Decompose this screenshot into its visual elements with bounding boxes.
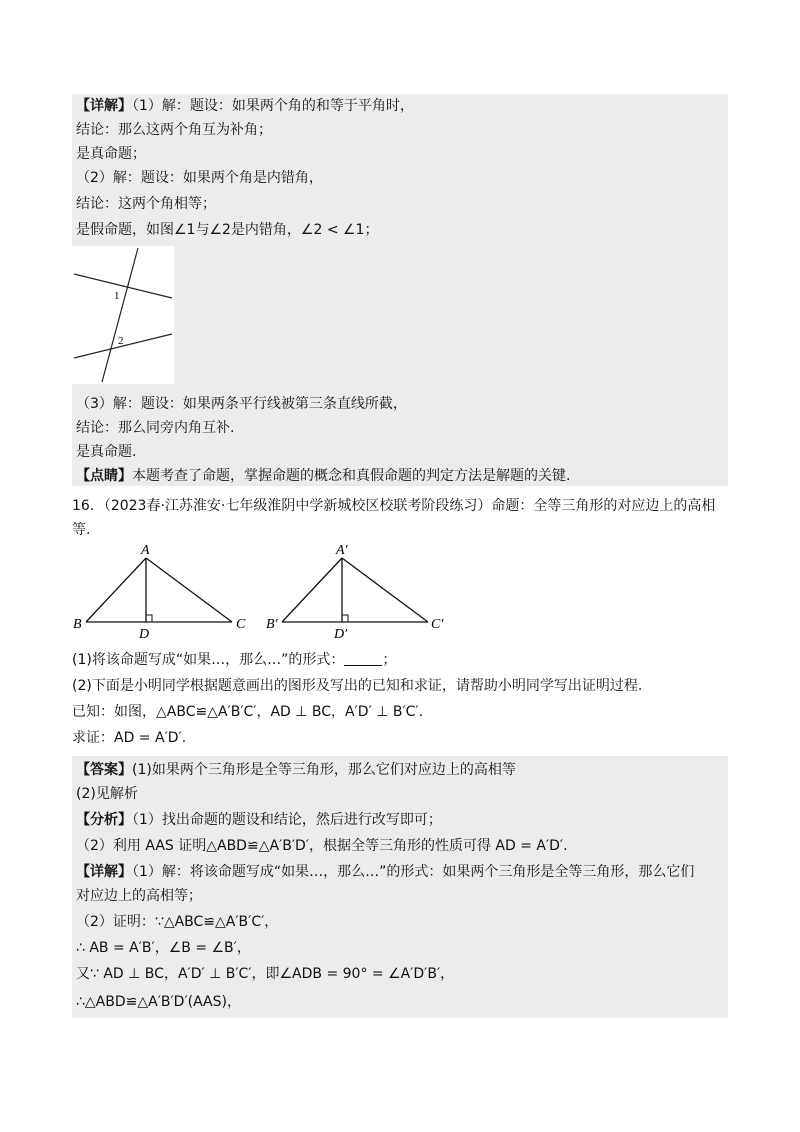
detail-line-5: 结论：这两个角相等； bbox=[76, 196, 216, 212]
question-16-prove: 求证：AD = A′D′. bbox=[72, 730, 187, 746]
detail2-line-4: ∴ AB = A′B′，∠B = ∠B′， bbox=[76, 940, 251, 956]
question-16-known: 已知：如图，△ABC≌△A′B′C′，AD ⊥ BC，A′D′ ⊥ B′C′. bbox=[72, 704, 424, 720]
detail-line-9: 是真命题. bbox=[76, 444, 137, 460]
answer-tag: 【答案】 bbox=[76, 762, 132, 778]
comment-text: 本题考查了命题，掌握命题的概念和真假命题的判定方法是解题的关键. bbox=[132, 468, 571, 484]
analysis-tag: 【分析】 bbox=[76, 812, 132, 828]
vertex-B-prime: B′ bbox=[266, 617, 278, 632]
answer-line-1 bbox=[76, 760, 516, 780]
detail-tag: 【详解】 bbox=[76, 98, 132, 114]
angle-label-1: 1 bbox=[114, 290, 120, 302]
vertex-B: B bbox=[73, 617, 82, 632]
detail2-line-6: ∴△ABD≌△A′B′D′(AAS)， bbox=[76, 994, 241, 1010]
detail-line-6: 是假命题，如图∠1与∠2是内错角，∠2 < ∠1； bbox=[76, 222, 379, 238]
detail2-text-1: （1）解：将该命题写成“如果…，那么…”的形式：如果两个三角形是全等三角形，那么它们 bbox=[132, 864, 695, 880]
detail-line-4: （2）解：题设：如果两个角是内错角， bbox=[76, 170, 323, 186]
vertex-C-prime: C′ bbox=[431, 617, 444, 632]
detail-line-3: 是真命题； bbox=[76, 146, 146, 162]
comment-tag: 【点睛】 bbox=[76, 468, 132, 484]
answer-text-1: (1)如果两个三角形是全等三角形，那么它们对应边上的高相等 bbox=[132, 762, 516, 778]
angle-label-2: 2 bbox=[118, 335, 124, 347]
detail2-line-2: 对应边上的高相等； bbox=[76, 888, 202, 904]
detail2-line-5: 又∵ AD ⊥ BC，A′D′ ⊥ B′C′，即∠ADB = 90° = ∠A′D′B′， bbox=[76, 966, 455, 982]
analysis-line-2: （2）利用 AAS 证明△ABD≌△A′B′D′，根据全等三角形的性质可得 AD = A′D′. bbox=[76, 838, 568, 854]
detail-line-8: 结论：那么同旁内角互补. bbox=[76, 420, 235, 436]
detail2-line-3: （2）证明：∵△ABC≌△A′B′C′， bbox=[76, 914, 279, 930]
detail-line-1 bbox=[76, 96, 414, 116]
vertex-C: C bbox=[236, 617, 246, 632]
question-16-line-1: 16．（2023春·江苏淮安·七年级淮阴中学新城校区校联考阶段练习）命题：全等三角形的对应边上的高相 bbox=[72, 498, 716, 514]
vertex-D: D bbox=[139, 627, 150, 642]
detail2-tag: 【详解】 bbox=[76, 864, 132, 880]
analysis-text-1: （1）找出命题的题设和结论，然后进行改写即可； bbox=[132, 812, 442, 828]
comment-line bbox=[76, 466, 570, 486]
triangles-figure bbox=[70, 538, 460, 644]
detail-line-7: （3）解：题设：如果两条平行线被第三条直线所截， bbox=[76, 396, 407, 412]
vertex-D-prime: D′ bbox=[334, 627, 348, 642]
detail-line-2: 结论：那么这两个角互为补角； bbox=[76, 122, 272, 138]
transversal-figure bbox=[72, 246, 174, 384]
question-16-line-2: 等. bbox=[72, 522, 91, 538]
answer-line-2: (2)见解析 bbox=[76, 786, 138, 802]
vertex-A-prime: A′ bbox=[336, 543, 348, 558]
question-16-part-2: (2)下面是小明同学根据题意画出的图形及写出的已知和求证，请帮助小明同学写出证明过程. bbox=[72, 678, 643, 694]
part-1-end: ； bbox=[382, 652, 397, 668]
answer-blank bbox=[344, 651, 382, 666]
detail2-line-1 bbox=[76, 862, 694, 882]
part-1-text: (1)将该命题写成“如果…，那么…”的形式： bbox=[72, 652, 345, 668]
question-16-part-1 bbox=[72, 650, 396, 670]
analysis-line-1 bbox=[76, 810, 442, 830]
detail-text: （1）解：题设：如果两个角的和等于平角时， bbox=[132, 98, 414, 114]
vertex-A: A bbox=[141, 543, 150, 558]
